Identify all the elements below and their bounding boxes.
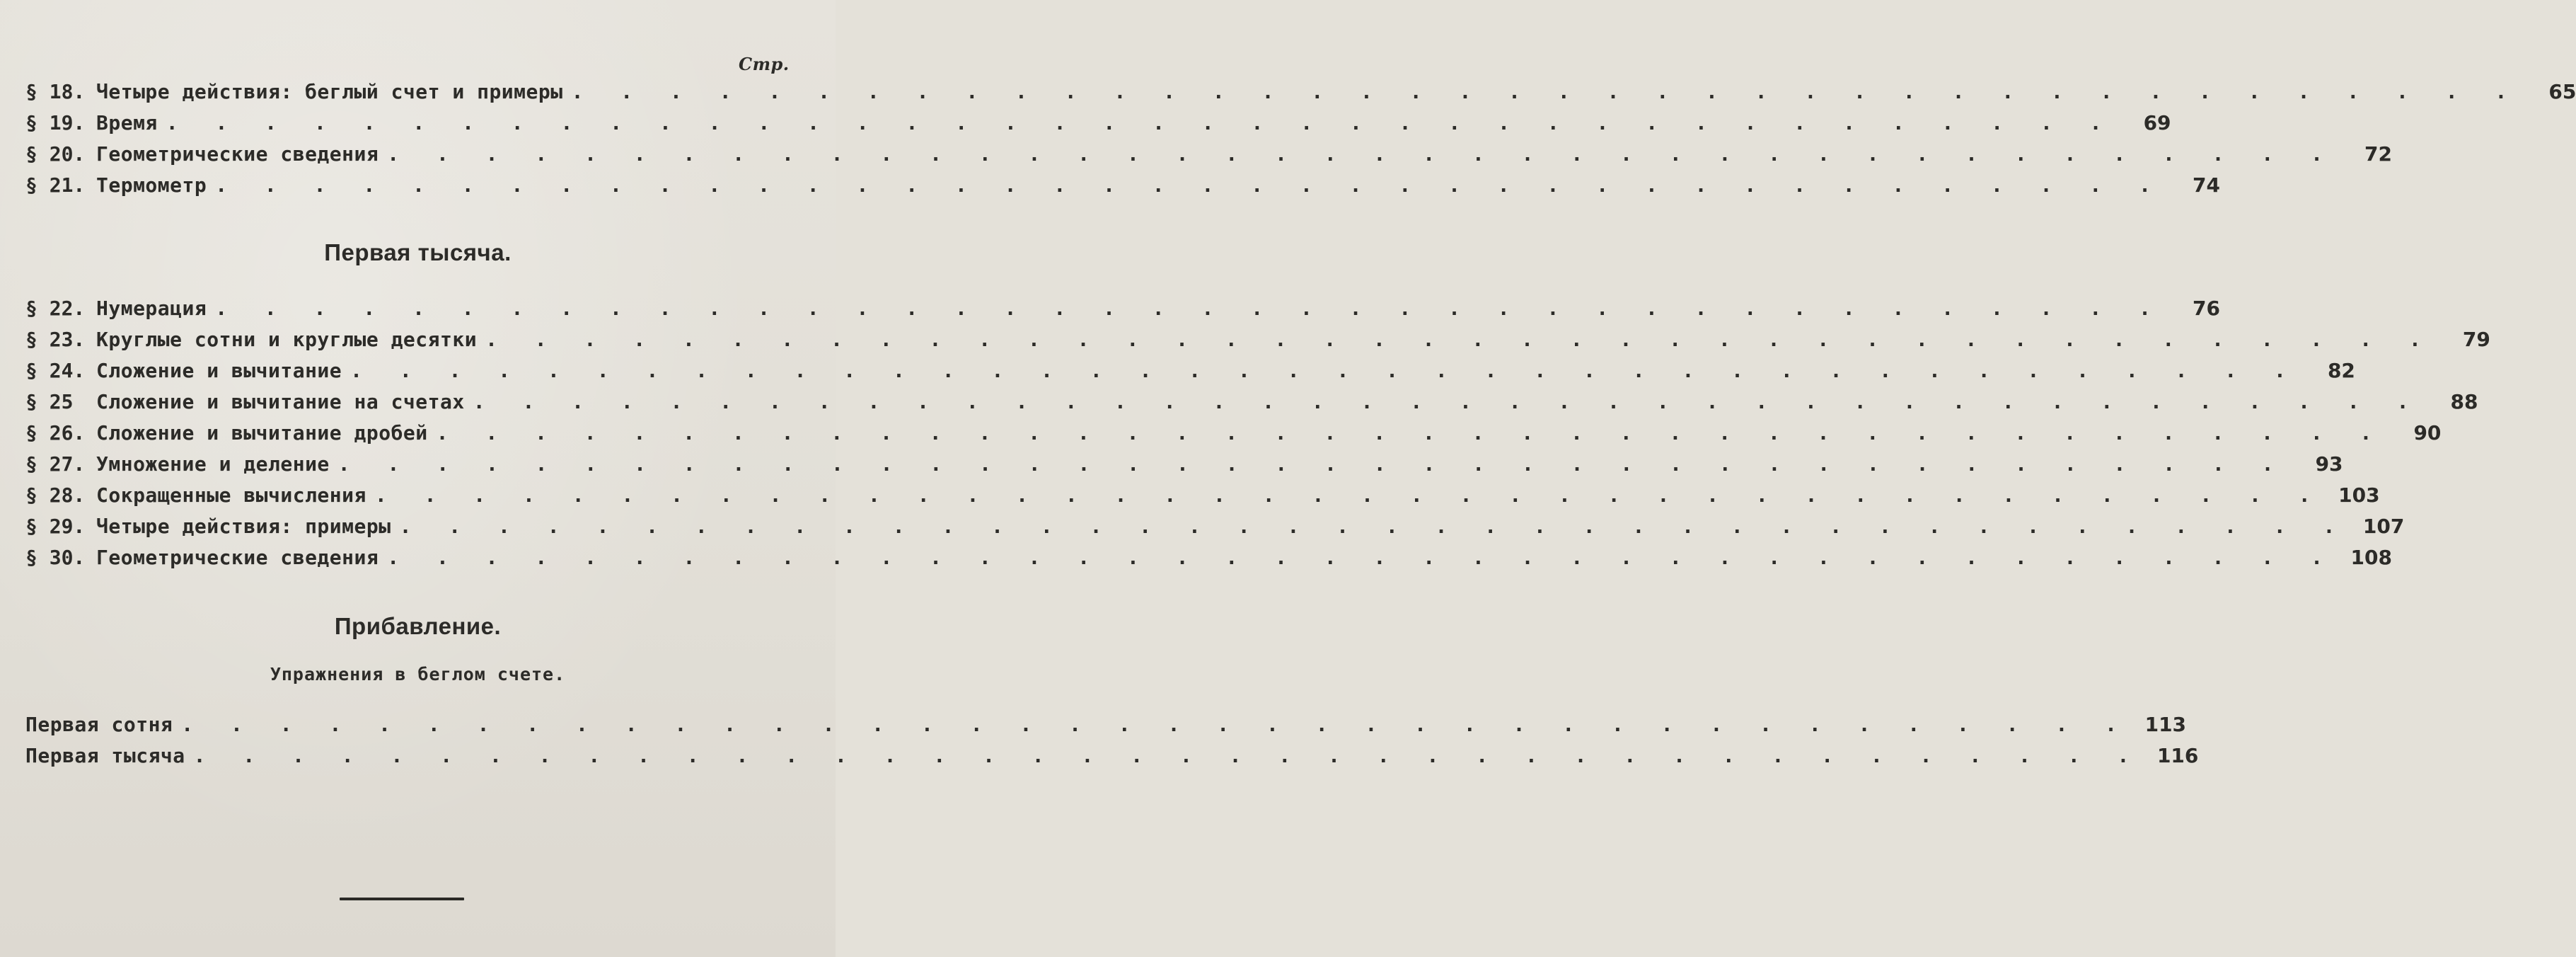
toc-entry-number: § 29. — [25, 515, 86, 538]
toc-entry-page: 76 — [2193, 297, 2220, 320]
toc-entry[interactable] — [25, 544, 2392, 572]
toc-entry-title: Время — [96, 111, 158, 134]
toc-entry[interactable] — [25, 357, 2355, 385]
toc-entry-number: § 30. — [25, 546, 86, 569]
toc-dot-leader: . . . . . . . . . . . . . . . . . . . . . . . . . . . . . . . . . . . . . . . . — [387, 546, 2335, 569]
toc-dot-leader: . . . . . . . . . . . . . . . . . . . . . . . . . . . . . . . . . . . . . . . . — [571, 80, 2520, 103]
toc-entry-page: 88 — [2450, 390, 2478, 413]
toc-entry-title: Термометр — [96, 173, 207, 197]
toc-dot-leader: . . . . . . . . . . . . . . . . . . . . . . . . . . . . . . . . . . . . . . . . — [166, 111, 2115, 134]
toc-entry-page: 79 — [2462, 328, 2490, 351]
toc-entry-page: 82 — [2327, 359, 2355, 382]
toc-entry-title: Четыре действия: примеры — [96, 515, 391, 538]
toc-entry-page: 113 — [2144, 713, 2187, 736]
toc-entry-title: Сокращенные вычисления — [96, 483, 366, 507]
toc-entry-number: § 22. — [25, 297, 86, 320]
toc-dot-leader: . . . . . . . . . . . . . . . . . . . . . . . . . . . . . . . . . . . . . . . . — [181, 713, 2130, 736]
toc-entry-title: Первая сотня — [25, 713, 173, 736]
toc-entry-page: 90 — [2413, 421, 2442, 445]
section-heading-appendix: Прибавление. — [334, 613, 502, 639]
toc-entry[interactable] — [25, 294, 2220, 323]
toc-dot-leader: . . . . . . . . . . . . . . . . . . . . . . . . . . . . . . . . . . . . . . . . — [215, 297, 2164, 320]
toc-entry-number: § 27. — [25, 452, 86, 476]
toc-dot-leader: . . . . . . . . . . . . . . . . . . . . . . . . . . . . . . . . . . . . . . . . — [193, 744, 2142, 767]
appendix-subheading: Упражнения в беглом счете. — [270, 664, 566, 684]
toc-dot-leader: . . . . . . . . . . . . . . . . . . . . . . . . . . . . . . . . . . . . . . . . — [485, 328, 2434, 351]
toc-entry[interactable] — [25, 419, 2442, 447]
toc-entry-page: 93 — [2315, 452, 2343, 476]
toc-entry[interactable] — [25, 450, 2343, 478]
toc-entry[interactable] — [25, 78, 2576, 106]
toc-entry-title: Нумерация — [96, 297, 207, 320]
toc-entry[interactable] — [25, 481, 2380, 510]
toc-entry-number: § 24. — [25, 359, 86, 382]
toc-entry-number: § 23. — [25, 328, 86, 351]
toc-dot-leader: . . . . . . . . . . . . . . . . . . . . . . . . . . . . . . . . . . . . . . . . — [374, 483, 2323, 507]
end-rule-divider — [340, 898, 464, 900]
toc-entry-title: Четыре действия: беглый счет и примеры — [96, 80, 563, 103]
toc-entry-title: Первая тысяча — [25, 744, 185, 767]
toc-entry-page: 72 — [2364, 142, 2392, 166]
toc-entry-number: § 20. — [25, 142, 86, 166]
toc-dot-leader: . . . . . . . . . . . . . . . . . . . . . . . . . . . . . . . . . . . . . . . . — [399, 515, 2348, 538]
toc-entry-title: Сложение и вычитание на счетах — [96, 390, 465, 413]
toc-entry[interactable] — [25, 109, 2171, 137]
toc-entry-number: § 19. — [25, 111, 86, 134]
toc-entry-page: 108 — [2350, 546, 2392, 569]
toc-entry-title: Сложение и вычитание дробей — [96, 421, 428, 445]
toc-entry-title: Сложение и вычитание — [96, 359, 342, 382]
toc-entry-page: 116 — [2156, 744, 2199, 767]
toc-entry-page: 69 — [2143, 111, 2171, 134]
page-column-label: Стр. — [739, 54, 790, 74]
toc-entry-number: § 18. — [25, 80, 86, 103]
toc-dot-leader: . . . . . . . . . . . . . . . . . . . . . . . . . . . . . . . . . . . . . . . . — [436, 421, 2385, 445]
toc-entry-number: § 21. — [25, 173, 86, 197]
toc-dot-leader: . . . . . . . . . . . . . . . . . . . . . . . . . . . . . . . . . . . . . . . . — [215, 173, 2164, 197]
toc-entry[interactable] — [25, 171, 2220, 200]
toc-dot-leader: . . . . . . . . . . . . . . . . . . . . . . . . . . . . . . . . . . . . . . . . — [387, 142, 2335, 166]
toc-entry-title: Круглые сотни и круглые десятки — [96, 328, 478, 351]
toc-entry-page: 107 — [2362, 515, 2405, 538]
toc-entry[interactable] — [25, 388, 2478, 416]
toc-dot-leader: . . . . . . . . . . . . . . . . . . . . . . . . . . . . . . . . . . . . . . . . — [473, 390, 2422, 413]
toc-entry-title: Умножение и деление — [96, 452, 330, 476]
toc-dot-leader: . . . . . . . . . . . . . . . . . . . . . . . . . . . . . . . . . . . . . . . . — [350, 359, 2299, 382]
toc-entry[interactable] — [25, 742, 2199, 770]
toc-entry[interactable] — [25, 326, 2490, 354]
toc-entry-number: § 25 — [25, 390, 74, 413]
toc-entry-page: 65 — [2548, 80, 2576, 103]
toc-entry[interactable] — [25, 140, 2392, 168]
toc-entry-page: 103 — [2338, 483, 2380, 507]
toc-dot-leader: . . . . . . . . . . . . . . . . . . . . . . . . . . . . . . . . . . . . . . . . — [337, 452, 2287, 476]
toc-entry[interactable] — [25, 711, 2187, 739]
toc-entry-title: Геометрические сведения — [96, 546, 379, 569]
toc-entry-number: § 26. — [25, 421, 86, 445]
toc-entry-number: § 28. — [25, 483, 86, 507]
section-heading-first-thousand: Первая тысяча. — [324, 239, 512, 265]
toc-entry-title: Геометрические сведения — [96, 142, 379, 166]
toc-entry[interactable] — [25, 512, 2405, 541]
toc-entry-page: 74 — [2193, 173, 2220, 197]
